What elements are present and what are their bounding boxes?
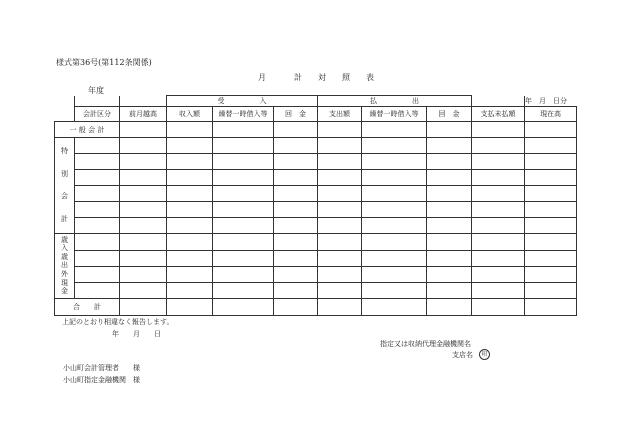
title-char: 照 [342,73,350,82]
general-account-label: 一 般 会 計 [55,122,120,138]
column-header: 現在高 [525,106,577,122]
form-code: 様式第36号(第112条関係) [56,58,152,67]
title-char: 対 [318,73,326,82]
fiscal-year-label: 年度 [88,86,104,95]
column-header: 繰替一時借入等 [213,106,274,122]
sign-date: 年 月 日 [112,330,161,338]
title-char: 月 [258,73,266,82]
recipient-bank: 小山町指定金融機関 様 [63,376,140,384]
receipts-group-header: 受 入 [167,96,318,107]
monthly-balance-table [54,95,577,316]
date-header: 年 月 日分 [525,97,567,105]
total-row-label: 合 計 [55,298,120,315]
column-header: 回 金 [427,106,472,122]
column-header: 繰替一時借入等 [362,106,427,122]
title-char: 計 [294,73,302,82]
agent-bank-label: 指定又は収納代理金融機関名 [380,340,471,348]
title-char: 表 [366,73,374,82]
statement-text: 上記のとおり相違なく報告します。 [62,318,174,326]
branch-label: 支店名 [452,351,473,359]
column-header: 回 金 [274,106,318,122]
column-header: 支出額 [318,106,362,122]
column-header: 支払未払額 [472,106,525,122]
outside-cash-label: 歳 入 歳 出 外 現 金 [55,234,75,299]
recipient-treasurer: 小山町会計管理者 様 [63,364,140,372]
column-header: 会計区分 [75,106,120,122]
column-header: 収入額 [167,106,213,122]
seal-mark: 印 [479,349,490,360]
column-header: 前月越高 [120,106,167,122]
special-account-label: 特 別 会 計 [55,138,75,234]
payments-group-header: 払 出 [318,96,472,107]
page-title [258,73,376,82]
